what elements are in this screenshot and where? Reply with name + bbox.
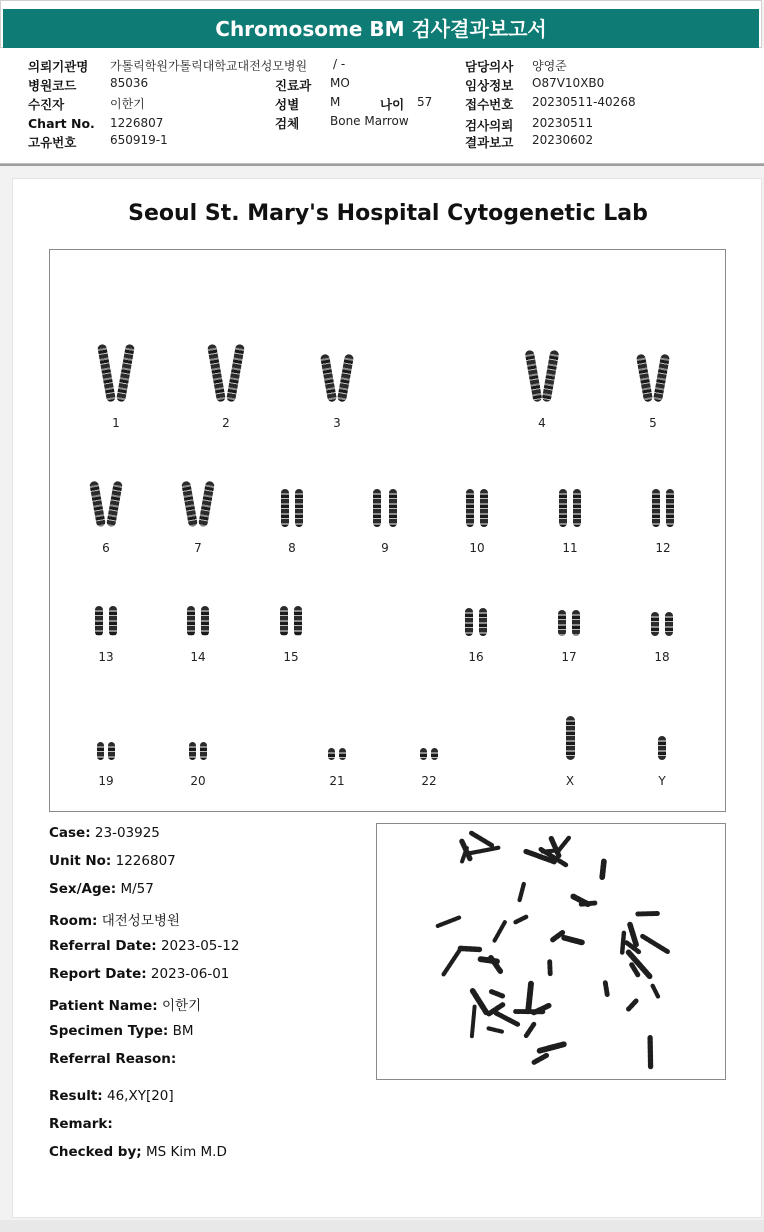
chromosome [389, 489, 397, 527]
metaphase-chromosome [550, 962, 551, 975]
chromosome [281, 489, 289, 527]
chromosome-label: 17 [561, 650, 577, 664]
unique-id-value: 650919-1 [110, 133, 168, 147]
chromosome [420, 748, 427, 760]
chromosome [337, 354, 354, 403]
metaphase-chromosome [462, 848, 467, 861]
chromosome-label: 1 [112, 416, 120, 430]
room-field: Room: 대전성모병원 [49, 913, 180, 929]
chromosome [320, 354, 337, 403]
chromosome-pair-16 [456, 608, 496, 666]
chromosome-pair-13 [86, 606, 126, 666]
metaphase-chromosome [564, 938, 582, 943]
metaphase-chromosome [652, 985, 658, 997]
chromosome [572, 610, 580, 636]
institution-extra: / - [333, 57, 346, 71]
doctor-label: 담당의사 [465, 59, 514, 74]
chromosome-pair-8 [272, 489, 312, 557]
patient-value: 이한기 [110, 97, 145, 111]
chromosome [431, 748, 438, 760]
chromosome [187, 606, 195, 636]
result-date-label: 결과보고 [465, 135, 514, 150]
bottom-strip [0, 1220, 764, 1232]
chromosome-pair-1 [96, 344, 136, 432]
metaphase-chromosome [472, 1007, 475, 1037]
chromosome [480, 489, 488, 527]
report-title: Chromosome BM 검사결과보고서 [3, 9, 759, 49]
specimen-label: 검체 [275, 116, 300, 131]
hospital-code-label: 병원코드 [28, 78, 77, 93]
chromosome [226, 344, 245, 403]
doctor-value: 양영준 [532, 59, 567, 73]
unique-id-label: 고유번호 [28, 135, 77, 150]
lab-title: Seoul St. Mary's Hospital Cytogenetic Lab [128, 201, 648, 226]
metaphase-chromosome [622, 933, 624, 953]
metaphase-chromosome [534, 1055, 546, 1062]
request-date-value: 20230511 [532, 116, 594, 130]
checked-by-field: Checked by; MS Kim M.D [49, 1144, 227, 1160]
chromosome [658, 736, 666, 760]
chromosome [200, 742, 207, 760]
metaphase-chromosome [638, 914, 658, 915]
chromosome [653, 354, 670, 403]
chromosome-label: X [565, 774, 575, 788]
chromosome [465, 608, 473, 636]
chromosome-label: Y [658, 774, 666, 788]
sex-value: M [330, 95, 341, 109]
metaphase-chromosome [602, 861, 604, 877]
chromosome-pair-6 [86, 481, 126, 557]
chromosome [97, 742, 104, 760]
specimen-value: Bone Marrow [330, 114, 409, 128]
chromosome-pair-3 [317, 354, 357, 432]
chromosome-pair-9 [365, 489, 405, 557]
metaphase-chromosome [605, 983, 607, 996]
metaphase-chromosome [481, 959, 498, 961]
chromosome [108, 742, 115, 760]
title-bar [0, 0, 762, 48]
sex-label: 성별 [275, 97, 300, 112]
chromosome [665, 612, 673, 636]
age-label: 나이 [380, 97, 405, 112]
chromosome [652, 489, 660, 527]
chromosome-pair-x [550, 716, 590, 790]
header-divider [0, 164, 764, 166]
report-date-field: Report Date: 2023-06-01 [49, 966, 230, 982]
chromosome-pair-12 [643, 489, 683, 557]
receipt-no-value: 20230511-40268 [532, 95, 636, 109]
institution-label: 의뢰기관명 [28, 59, 89, 74]
chromosome-pair-14 [178, 606, 218, 666]
chromosome-label: 15 [283, 650, 299, 664]
chromosome [280, 606, 288, 636]
receipt-no-label: 접수번호 [465, 97, 514, 112]
department-label: 진료과 [275, 78, 312, 93]
chromosome [466, 489, 474, 527]
chromosome [97, 344, 116, 403]
chromosome [479, 608, 487, 636]
metaphase-chromosome [495, 922, 505, 941]
chromosome-label: 6 [102, 541, 110, 555]
referral-date-field: Referral Date: 2023-05-12 [49, 938, 240, 954]
patient-label: 수진자 [28, 97, 65, 112]
metaphase-chromosome [643, 936, 668, 951]
unit-no-field: Unit No: 1226807 [49, 853, 176, 869]
metaphase-chromosome [630, 925, 636, 945]
chromosome [95, 606, 103, 636]
clinical-info-label: 임상정보 [465, 78, 514, 93]
chromosome-label: 7 [194, 541, 202, 555]
chromosome-label: 4 [538, 416, 546, 430]
chromosome-label: 22 [421, 774, 437, 788]
referral-reason-field: Referral Reason: [49, 1051, 177, 1067]
metaphase-chromosome [469, 848, 499, 854]
karyotype-image [49, 249, 726, 812]
chromosome-pair-15 [271, 606, 311, 666]
chromosome [558, 610, 566, 636]
case-field: Case: 23-03925 [49, 825, 160, 841]
chromosome [328, 748, 335, 760]
chromosome-label: 12 [655, 541, 671, 555]
metaphase-chromosome [551, 839, 559, 856]
chromosome [573, 489, 581, 527]
metaphase-chromosome [528, 984, 531, 1010]
chromosome-pair-22 [409, 748, 449, 790]
chromosome-label: 19 [98, 774, 114, 788]
chromosome-pair-7 [178, 481, 218, 557]
chromosome [339, 748, 346, 760]
sex-age-field: Sex/Age: M/57 [49, 881, 154, 897]
chromosome-pair-21 [317, 748, 357, 790]
chromosome [89, 481, 106, 528]
chromosome [559, 489, 567, 527]
chromosome [181, 481, 198, 528]
chromosome [295, 489, 303, 527]
chromosome-label: 5 [649, 416, 657, 430]
chart-no-label: Chart No. [28, 116, 95, 131]
chromosome [116, 344, 135, 403]
metaphase-chromosome [471, 833, 491, 845]
chromosome-pair-18 [642, 612, 682, 666]
metaphase-chromosome [444, 951, 460, 975]
metaphase-chromosome [573, 897, 589, 905]
chromosome-pair-10 [457, 489, 497, 557]
metaphase-chromosome [438, 918, 459, 926]
chromosome-label: 2 [222, 416, 230, 430]
chromosome-pair-17 [549, 610, 589, 666]
chromosome [294, 606, 302, 636]
specimen-type-field: Specimen Type: BM [49, 1023, 194, 1039]
institution-value: 가톨릭학원가톨릭대학교대전성모병원 [110, 59, 308, 73]
metaphase-chromosome [496, 1013, 518, 1024]
chromosome [198, 481, 215, 528]
chromosome-label: 11 [562, 541, 578, 555]
chromosome-pair-19 [86, 742, 126, 790]
chromosome-label: 10 [469, 541, 485, 555]
clinical-info-value: O87V10XB0 [532, 76, 605, 90]
chromosome-label: 16 [468, 650, 484, 664]
metaphase-chromosome [632, 965, 638, 975]
metaphase-chromosome [520, 884, 524, 900]
metaphase-chromosome [526, 1024, 534, 1036]
chromosome [525, 350, 543, 403]
chromosome-pair-y [642, 736, 682, 790]
chromosome [109, 606, 117, 636]
metaphase-chromosome [489, 1028, 502, 1031]
chromosome [566, 716, 575, 760]
metaphase-chromosome [490, 991, 503, 996]
metaphase-chromosome [516, 917, 527, 922]
patient-name-field: Patient Name: 이한기 [49, 998, 202, 1014]
age-value: 57 [417, 95, 433, 109]
patient-info-panel [0, 48, 764, 164]
chromosome [542, 350, 560, 403]
hospital-code-value: 85036 [110, 76, 149, 90]
metaphase-chromosome [629, 1001, 637, 1009]
chromosome [636, 354, 653, 403]
chromosome-label: 3 [333, 416, 341, 430]
chromosome-label: 9 [381, 541, 389, 555]
result-date-value: 20230602 [532, 133, 594, 147]
chart-no-value: 1226807 [110, 116, 164, 130]
report-page [12, 178, 762, 1218]
chromosome-pair-11 [550, 489, 590, 557]
chromosome [201, 606, 209, 636]
chromosome-label: 20 [190, 774, 206, 788]
chromosome-label: 21 [329, 774, 345, 788]
chromosome-label: 13 [98, 650, 114, 664]
metaphase-image [376, 823, 726, 1080]
metaphase-chromosome [460, 948, 479, 949]
remark-field: Remark: [49, 1116, 113, 1132]
department-value: MO [330, 76, 350, 90]
chromosome [373, 489, 381, 527]
chromosome [651, 612, 659, 636]
metaphase-spread-svg [377, 824, 726, 1080]
request-date-label: 검사의뢰 [465, 118, 514, 133]
chromosome [189, 742, 196, 760]
chromosome-pair-20 [178, 742, 218, 790]
result-field: Result: 46,XY[20] [49, 1088, 174, 1104]
chromosome-pair-4 [522, 350, 562, 432]
chromosome [106, 481, 123, 528]
chromosome-label: 18 [654, 650, 670, 664]
chromosome-label: 14 [190, 650, 206, 664]
chromosome [207, 344, 226, 403]
chromosome-label: 8 [288, 541, 296, 555]
chromosome-pair-5 [633, 354, 673, 432]
chromosome [666, 489, 674, 527]
chromosome-pair-2 [206, 344, 246, 432]
metaphase-chromosome [650, 1038, 651, 1067]
metaphase-chromosome [540, 1044, 564, 1050]
